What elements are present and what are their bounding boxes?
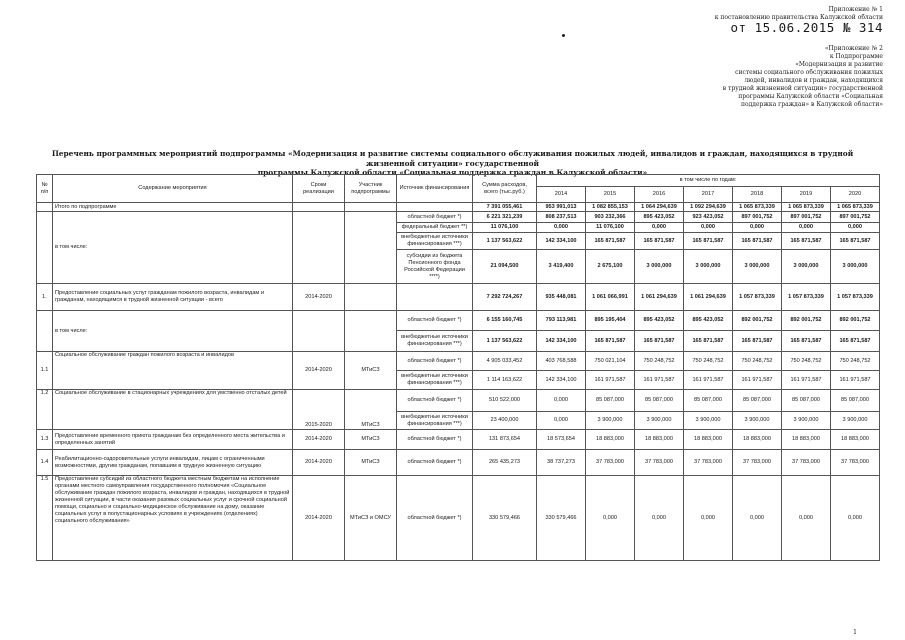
- cell-value: 165 871,587: [684, 233, 733, 250]
- cell-value: 165 871,587: [684, 331, 733, 352]
- cell-value: 18 883,000: [831, 430, 880, 450]
- appendix1-line: к постановлению правительства Калужской области: [714, 14, 883, 21]
- cell-value: 18 883,000: [684, 430, 733, 450]
- cell-value: 1 082 855,153: [586, 203, 635, 212]
- cell-value: 1 057 873,339: [782, 284, 831, 311]
- cell-value: 2 675,100: [586, 250, 635, 284]
- cell-value: 953 991,013: [537, 203, 586, 212]
- cell-value: 750 248,752: [635, 352, 684, 371]
- cell-value: 1 092 294,639: [684, 203, 733, 212]
- cell-value: 21 094,500: [473, 250, 537, 284]
- source-label: федеральный бюджет **): [397, 223, 473, 233]
- cell-value: 131 873,654: [473, 430, 537, 450]
- cell-value: 1 065 873,339: [831, 203, 880, 212]
- cell-value: 11 076,100: [473, 223, 537, 233]
- cell-value: 0,000: [537, 223, 586, 233]
- source-label: областной бюджет *): [397, 352, 473, 371]
- cell-value: 895 423,052: [635, 212, 684, 223]
- cell-value: 510 522,000: [473, 390, 537, 412]
- appendix2-line: «Приложение № 2: [824, 45, 883, 52]
- cell-value: 18 883,000: [635, 430, 684, 450]
- cell-value: 3 000,000: [635, 250, 684, 284]
- row-label: Социальное обслуживание в стационарных учреждениях для умственно отсталых детей: [53, 390, 293, 430]
- cell-value: 897 001,752: [733, 212, 782, 223]
- cell-value: 7 292 724,267: [473, 284, 537, 311]
- cell-value: 18 883,000: [782, 430, 831, 450]
- row-participant: МТиСЗ и ОМСУ: [345, 476, 397, 561]
- col-header-total: Сумма расходов, всего (тыс.руб.): [473, 175, 537, 203]
- cell-value: 892 001,752: [782, 311, 831, 331]
- cell-value: 3 900,000: [831, 412, 880, 430]
- cell-value: 403 768,588: [537, 352, 586, 371]
- source-label: областной бюджет *): [397, 311, 473, 331]
- cell-value: 142 334,100: [537, 371, 586, 390]
- cell-value: 0,000: [733, 476, 782, 561]
- source-label: субсидии из бюджета Пенсионного фонда Российской Федерации ****): [397, 250, 473, 284]
- col-header-num: № п/п: [37, 175, 53, 203]
- cell-value: 1 137 563,622: [473, 233, 537, 250]
- cell-value: 3 000,000: [831, 250, 880, 284]
- cell-value: 0,000: [831, 223, 880, 233]
- cell-value: 6 155 160,745: [473, 311, 537, 331]
- row-num: 1.2: [37, 390, 53, 430]
- row-label: Предоставление социальных услуг гражданам пожилого возраста, инвалидам и гражданам, находящимся в трудной жизненной ситуации - всего: [53, 284, 293, 311]
- cell-value: 0,000: [537, 412, 586, 430]
- row-num: 1.: [37, 284, 53, 311]
- cell-value: 0,000: [586, 476, 635, 561]
- cell-value: 11 076,100: [586, 223, 635, 233]
- cell-value: 161 971,587: [733, 371, 782, 390]
- cell-value: 37 783,000: [684, 450, 733, 476]
- cell-value: 897 001,752: [831, 212, 880, 223]
- cell-value: 165 871,587: [635, 233, 684, 250]
- row-term: 2015-2020: [293, 390, 345, 430]
- cell-value: 3 900,000: [782, 412, 831, 430]
- source-label: областной бюджет *): [397, 212, 473, 223]
- cell-value: 7 391 055,461: [473, 203, 537, 212]
- appendix2-header: [723, 45, 883, 109]
- appendix2-line: «Модернизация и развитие: [795, 61, 883, 68]
- row-num: 1.1: [37, 352, 53, 390]
- cell-value: 750 248,752: [782, 352, 831, 371]
- cell-value: 165 871,587: [635, 331, 684, 352]
- col-header-content: Содержание мероприятия: [53, 175, 293, 203]
- table-row: [37, 430, 880, 450]
- cell-value: 0,000: [635, 476, 684, 561]
- cell-value: 750 248,752: [684, 352, 733, 371]
- row-label: в том числе:: [53, 311, 293, 352]
- source-label: внебюджетные источники финансирования ***): [397, 371, 473, 390]
- cell-value: 265 435,273: [473, 450, 537, 476]
- table-row: [37, 390, 880, 412]
- cell-value: 18 573,654: [537, 430, 586, 450]
- row-term: 2014-2020: [293, 284, 345, 311]
- appendix2-line: к Подпрограмме: [829, 53, 883, 60]
- source-label: областной бюджет *): [397, 430, 473, 450]
- cell-value: 18 883,000: [733, 430, 782, 450]
- row-num: 1.5: [37, 476, 53, 561]
- cell-value: 37 783,000: [733, 450, 782, 476]
- year-header: 2016: [635, 187, 684, 203]
- cell-value: 142 334,100: [537, 331, 586, 352]
- cell-value: 142 334,100: [537, 233, 586, 250]
- col-header-by-years: в том числе по годам:: [537, 175, 880, 187]
- appendix2-line: программы Калужской области «Социальная: [738, 93, 883, 100]
- cell-value: 330 579,466: [537, 476, 586, 561]
- cell-value: 895 423,052: [684, 311, 733, 331]
- cell-value: 0,000: [782, 223, 831, 233]
- cell-value: 0,000: [537, 390, 586, 412]
- cell-value: 1 057 873,339: [733, 284, 782, 311]
- cell-value: 3 900,000: [684, 412, 733, 430]
- cell-value: 161 971,587: [635, 371, 684, 390]
- table-row: [37, 450, 880, 476]
- cell-value: 1 064 294,639: [635, 203, 684, 212]
- cell-value: 903 232,366: [586, 212, 635, 223]
- cell-value: 895 423,052: [635, 311, 684, 331]
- cell-value: 892 001,752: [831, 311, 880, 331]
- row-participant: МТиСЗ: [345, 390, 397, 430]
- appendix2-line: в трудной жизненной ситуации» государственной: [722, 85, 883, 92]
- year-header: 2017: [684, 187, 733, 203]
- row-num: 1.4: [37, 450, 53, 476]
- cell-value: 0,000: [684, 476, 733, 561]
- appendix2-line: людей, инвалидов и граждан, находящихся: [744, 77, 883, 84]
- year-header: 2020: [831, 187, 880, 203]
- row-term: 2014-2020: [293, 352, 345, 390]
- title-line: программы Калужской области «Социальная поддержка граждан в Калужской области»: [257, 168, 648, 177]
- appendix2-line: поддержка граждан» в Калужской области»: [740, 101, 883, 108]
- cell-value: 37 783,000: [782, 450, 831, 476]
- source-label: областной бюджет *): [397, 450, 473, 476]
- cell-value: 1 057 873,339: [831, 284, 880, 311]
- row-num: 1.3: [37, 430, 53, 450]
- year-header: 2018: [733, 187, 782, 203]
- cell-value: 1 065 873,339: [782, 203, 831, 212]
- cell-value: 0,000: [782, 476, 831, 561]
- row-label: Предоставление временного приюта гражданам без определенного места жительства и определенных занятий: [53, 430, 293, 450]
- title-line: Перечень программных мероприятий подпрограммы «Модернизация и развитие системы социального обслуживания пожилых людей, инвалидов и граждан, находящихся в трудной жизненной ситуации» государственной: [51, 149, 854, 168]
- cell-value: 6 221 321,239: [473, 212, 537, 223]
- cell-value: 37 783,000: [635, 450, 684, 476]
- appendix1-line: Приложение № 1: [828, 6, 883, 13]
- cell-value: 4 905 033,452: [473, 352, 537, 371]
- cell-value: 0,000: [684, 223, 733, 233]
- cell-value: 0,000: [831, 476, 880, 561]
- cell-value: 165 871,587: [782, 331, 831, 352]
- scan-mark: [562, 34, 565, 37]
- cell-value: 85 087,000: [635, 390, 684, 412]
- source-label: областной бюджет *): [397, 476, 473, 561]
- row-label: Итого по подпрограмме: [53, 203, 293, 212]
- cell-value: 1 061 066,991: [586, 284, 635, 311]
- row-participant: МТиСЗ: [345, 430, 397, 450]
- table-row: [37, 311, 880, 331]
- cell-value: 3 900,000: [635, 412, 684, 430]
- cell-value: 793 113,981: [537, 311, 586, 331]
- cell-value: 897 001,752: [782, 212, 831, 223]
- cell-value: 37 783,000: [586, 450, 635, 476]
- cell-value: 85 087,000: [586, 390, 635, 412]
- cell-value: 1 114 163,622: [473, 371, 537, 390]
- table-row: [37, 352, 880, 371]
- cell-value: 3 000,000: [733, 250, 782, 284]
- cell-value: 330 579,466: [473, 476, 537, 561]
- source-label: внебюджетные источники финансирования ***): [397, 233, 473, 250]
- document-date: от 15.06.2015 № 314: [730, 20, 883, 35]
- cell-value: 165 871,587: [586, 331, 635, 352]
- cell-value: 750 248,752: [831, 352, 880, 371]
- cell-value: 165 871,587: [586, 233, 635, 250]
- year-header: 2019: [782, 187, 831, 203]
- col-header-participant: Участник подпрограммы: [345, 175, 397, 203]
- cell-value: 85 087,000: [733, 390, 782, 412]
- cell-value: 38 737,273: [537, 450, 586, 476]
- row-term: 2014-2020: [293, 430, 345, 450]
- cell-value: 750 248,752: [733, 352, 782, 371]
- cell-value: 85 087,000: [782, 390, 831, 412]
- cell-value: 1 065 873,339: [733, 203, 782, 212]
- appendix2-line: системы социального обслуживания пожилых: [735, 69, 883, 76]
- row-participant: МТиСЗ: [345, 450, 397, 476]
- source-label: внебюджетные источники финансирования ***): [397, 331, 473, 352]
- row-term: 2014-2020: [293, 450, 345, 476]
- row-label: в том числе:: [53, 212, 293, 284]
- cell-value: 165 871,587: [733, 331, 782, 352]
- page-number: 1: [853, 629, 857, 636]
- year-header: 2015: [586, 187, 635, 203]
- measures-table: [36, 174, 880, 561]
- year-header: 2014: [537, 187, 586, 203]
- cell-value: 892 001,752: [733, 311, 782, 331]
- cell-value: 3 000,000: [782, 250, 831, 284]
- cell-value: 23 400,000: [473, 412, 537, 430]
- cell-value: 161 971,587: [831, 371, 880, 390]
- cell-value: 1 137 563,622: [473, 331, 537, 352]
- cell-value: 161 971,587: [586, 371, 635, 390]
- cell-value: 161 971,587: [782, 371, 831, 390]
- cell-value: 808 237,513: [537, 212, 586, 223]
- cell-value: 165 871,587: [831, 233, 880, 250]
- cell-value: 37 783,000: [831, 450, 880, 476]
- col-header-source: Источник финансирования: [397, 175, 473, 203]
- cell-value: 1 061 294,639: [635, 284, 684, 311]
- row-label: Предоставление субсидий из областного бюджета местным бюджетам на исполнение органами местного самоуправления государственного полномочия «Социальное обслуживание граждан пожилого возраста, инвалидов и граждан, находящихся в трудной жизненной ситуации, в части оказания разовых социальных услуг и срочной социальной помощи, социально и социально-медицинское обслуживание на дому, оказание социальных услуг в полустационарных условиях в учреждениях (отделениях) социального обслуживания»: [53, 476, 293, 561]
- table-row: [37, 212, 880, 223]
- col-header-term: Сроки реализации: [293, 175, 345, 203]
- cell-value: 923 423,052: [684, 212, 733, 223]
- cell-value: 85 087,000: [831, 390, 880, 412]
- row-participant: МТиСЗ: [345, 352, 397, 390]
- cell-value: 161 971,587: [684, 371, 733, 390]
- row-label: Социальное обслуживание граждан пожилого возраста и инвалидов: [53, 352, 293, 390]
- cell-value: 165 871,587: [831, 331, 880, 352]
- cell-value: 935 448,081: [537, 284, 586, 311]
- cell-value: 18 883,000: [586, 430, 635, 450]
- row-label: Реабилитационно-оздоровительные услуги инвалидам, лицам с ограниченными возможностями, другим гражданам, попавшим в трудную жизненную ситуацию: [53, 450, 293, 476]
- cell-value: 0,000: [635, 223, 684, 233]
- table-row: [37, 203, 880, 212]
- table-row: [37, 476, 880, 561]
- source-label: областной бюджет *): [397, 390, 473, 412]
- cell-value: 1 061 294,639: [684, 284, 733, 311]
- cell-value: 0,000: [733, 223, 782, 233]
- cell-value: 165 871,587: [782, 233, 831, 250]
- cell-value: 165 871,587: [733, 233, 782, 250]
- cell-value: 895 195,404: [586, 311, 635, 331]
- cell-value: 3 419,400: [537, 250, 586, 284]
- cell-value: 3 000,000: [684, 250, 733, 284]
- source-label: внебюджетные источники финансирования ***): [397, 412, 473, 430]
- cell-value: 750 021,104: [586, 352, 635, 371]
- row-term: 2014-2020: [293, 476, 345, 561]
- cell-value: 3 900,000: [586, 412, 635, 430]
- table-row: [37, 284, 880, 311]
- cell-value: 3 900,000: [733, 412, 782, 430]
- cell-value: 85 087,000: [684, 390, 733, 412]
